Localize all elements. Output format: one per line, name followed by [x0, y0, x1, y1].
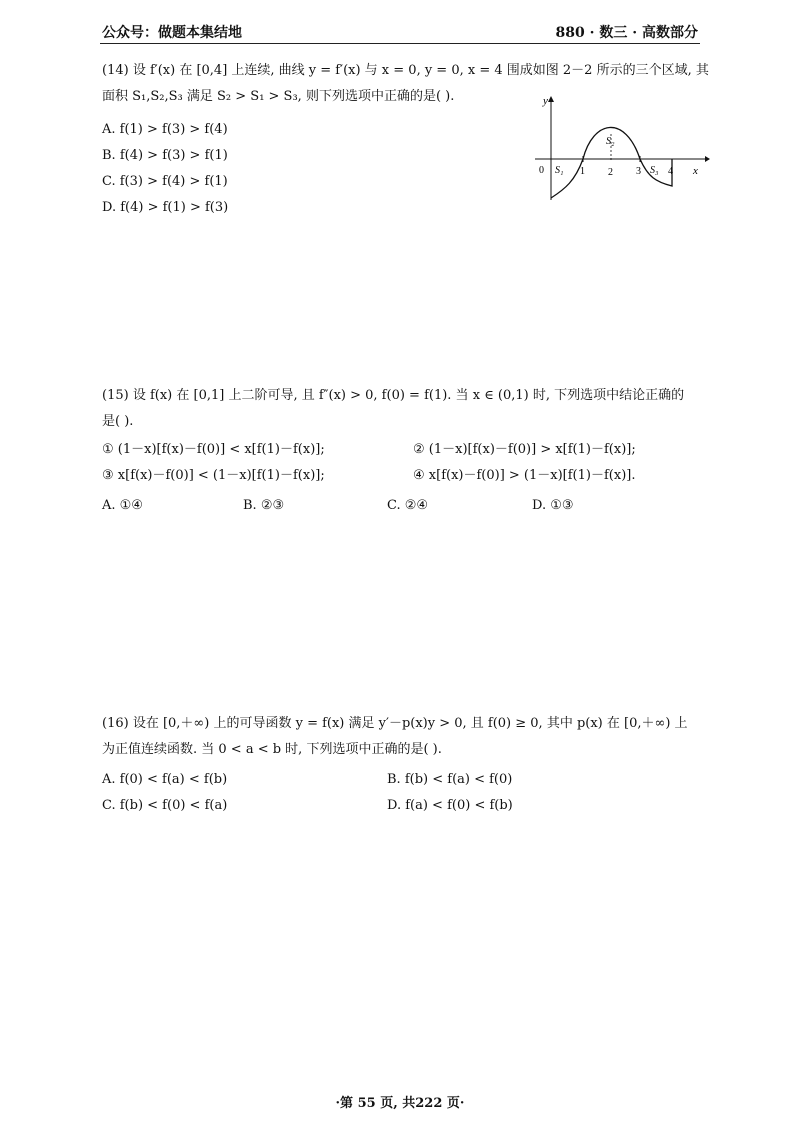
q15-statement-4: ④ x[f(x)－f(0)] > (1－x)[f(1)－f(x)]. — [413, 468, 636, 483]
q15-statement-3: ③ x[f(x)－f(0)] < (1－x)[f(1)－f(x)]; — [102, 468, 325, 483]
region-s1-label: S₁ — [555, 165, 564, 176]
header-right: 880 · 数三 · 高数部分 — [555, 25, 698, 41]
q16-stem-line2: 为正值连续函数. 当 0 < a < b 时, 下列选项中正确的是( ). — [102, 742, 442, 757]
x-axis-label: x — [693, 165, 698, 177]
q14-option-b: B. f(4) > f(3) > f(1) — [102, 148, 228, 163]
q15-option-b: B. ②③ — [243, 498, 285, 513]
q16-option-c: C. f(b) < f(0) < f(a) — [102, 798, 228, 813]
q15-statement-1: ① (1－x)[f(x)－f(0)] < x[f(1)－f(x)]; — [102, 442, 325, 457]
tick-label-2: 2 — [608, 167, 613, 178]
tick-label-4: 4 — [668, 166, 673, 177]
q15-stem-line2: 是( ). — [102, 414, 134, 429]
q14-stem-line1: (14) 设 f′(x) 在 [0,4] 上连续, 曲线 y = f′(x) 与 x = 0, y = 0, x = 4 围成如图 2－2 所示的三个区域, 其 — [102, 63, 709, 78]
q16-option-a: A. f(0) < f(a) < f(b) — [102, 772, 228, 787]
q15-option-a: A. ①④ — [102, 498, 143, 513]
q14-option-a: A. f(1) > f(3) > f(4) — [102, 122, 228, 137]
q14-figure — [530, 92, 710, 204]
q16-stem-line1: (16) 设在 [0,＋∞) 上的可导函数 y = f(x) 满足 y′－p(x)y > 0, 且 f(0) ≥ 0, 其中 p(x) 在 [0,＋∞) 上 — [102, 716, 688, 731]
region-s3-label: S₃ — [650, 165, 659, 176]
region-s2-label: S₂ — [606, 136, 615, 147]
q14-option-c: C. f(3) > f(4) > f(1) — [102, 174, 228, 189]
q15-stem-line1: (15) 设 f(x) 在 [0,1] 上二阶可导, 且 f″(x) > 0, f(0) = f(1). 当 x ∈ (0,1) 时, 下列选项中结论正确的 — [102, 388, 685, 403]
header-left: 公众号：做题本集结地 — [102, 25, 242, 41]
q14-stem-line2: 面积 S₁,S₂,S₃ 满足 S₂ > S₁ > S₃, 则下列选项中正确的是( ). — [102, 89, 455, 104]
x-axis-arrow-icon — [705, 156, 710, 162]
q15-statement-2: ② (1－x)[f(x)－f(0)] > x[f(1)－f(x)]; — [413, 442, 636, 457]
q15-option-d: D. ①③ — [532, 498, 574, 513]
y-axis-arrow-icon — [548, 96, 554, 102]
page-footer: ·第 55 页, 共222 页· — [335, 1096, 465, 1111]
q14-option-d: D. f(4) > f(1) > f(3) — [102, 200, 229, 215]
q16-option-b: B. f(b) < f(a) < f(0) — [387, 772, 513, 787]
q15-option-c: C. ②④ — [387, 498, 429, 513]
header-divider — [100, 43, 700, 44]
q16-option-d: D. f(a) < f(0) < f(b) — [387, 798, 513, 813]
y-axis-label: y — [543, 95, 548, 107]
origin-label: 0 — [539, 165, 544, 176]
tick-label-3: 3 — [636, 166, 641, 177]
tick-label-1: 1 — [580, 166, 585, 177]
